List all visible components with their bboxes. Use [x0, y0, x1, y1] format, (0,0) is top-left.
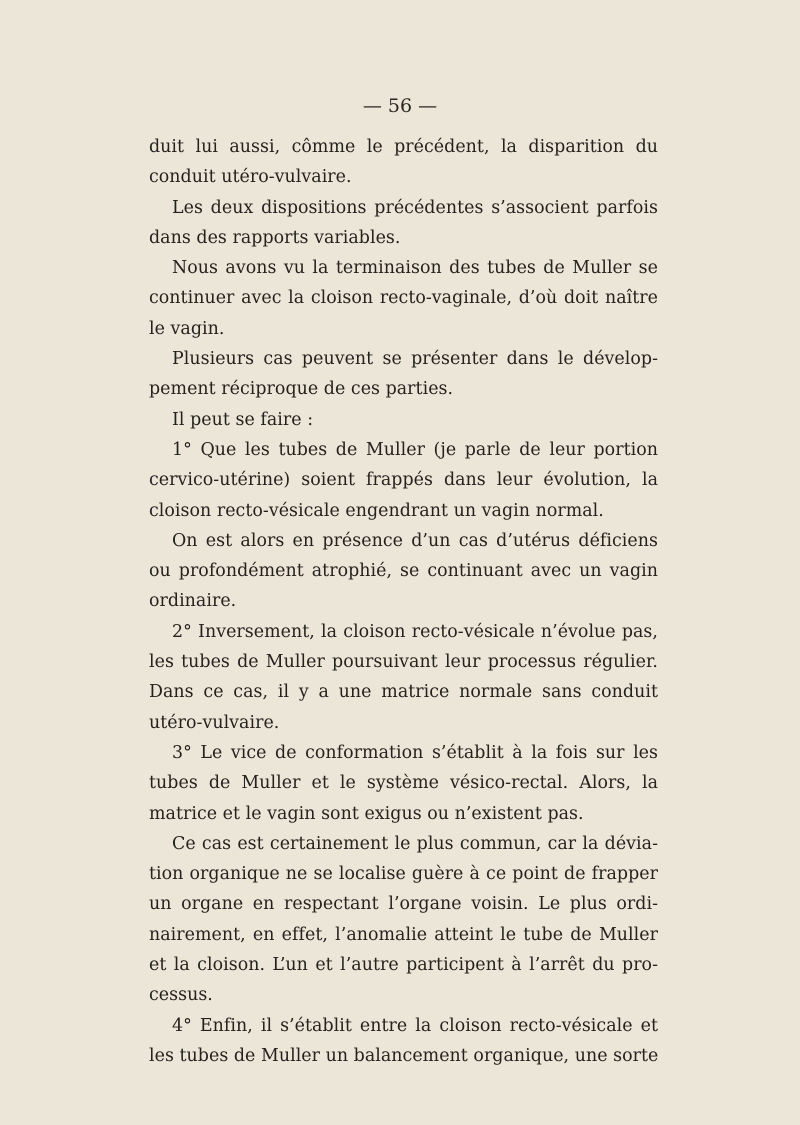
text-line: matrice et le vagin sont exigus ou n’existent pas. [149, 803, 584, 824]
text-line: dans des rapports variables. [149, 227, 401, 248]
text-line: cloison recto-vésicale engendrant un vagin normal. [149, 500, 604, 521]
body-text [149, 132, 658, 1071]
text-line: le vagin. [149, 318, 225, 339]
text-line: Les deux dispositions précédentes s’associent parfois [172, 197, 658, 218]
page-number: — 56 — [362, 95, 438, 117]
text-line: cervico-utérine) soient frappés dans leur évolution, la [149, 470, 658, 491]
text-line: duit lui aussi, cômme le précédent, la disparition du [149, 137, 658, 157]
text-line: 3° Le vice de conformation s’établit à la fois sur les [172, 742, 658, 763]
text-line: 2° Inversement, la cloison recto-vésicale n’évolue pas, [172, 621, 658, 642]
text-line: Ce cas est certainement le plus commun, car la dévia- [172, 833, 658, 854]
text-line: tion organique ne se localise guère à ce point de frapper [149, 864, 658, 885]
text-line: utéro-vulvaire. [149, 712, 280, 733]
text-line: cessus. [149, 985, 213, 1006]
text-line: un organe en respectant l’organe voisin. Le plus ordi- [149, 894, 658, 915]
text-line: les tubes de Muller un balancement organique, une sorte [149, 1045, 659, 1066]
text-line: continuer avec la cloison recto-vaginale, d’où doit naître [149, 288, 658, 309]
text-line: Dans ce cas, il y a une matrice normale sans conduit [149, 682, 658, 703]
text-line: Plusieurs cas peuvent se présenter dans le dévelop- [172, 349, 658, 370]
text-line: nairement, en effet, l’anomalie atteint le tube de Muller [149, 924, 658, 945]
text-line: Nous avons vu la terminaison des tubes de Muller se [172, 258, 658, 279]
text-line: ou profondément atrophié, se continuant avec un vagin [149, 561, 658, 582]
text-line: ordinaire. [149, 591, 237, 612]
text-line: les tubes de Muller poursuivant leur processus régulier. [149, 652, 658, 673]
text-line: 1° Que les tubes de Muller (je parle de leur portion [172, 439, 658, 460]
text-line: et la cloison. L’un et l’autre participent à l’arrêt du pro- [149, 955, 658, 976]
text-line: conduit utéro-vulvaire. [149, 167, 352, 188]
text-line: tubes de Muller et le système vésico-rectal. Alors, la [149, 773, 658, 794]
text-line: Il peut se faire : [172, 409, 314, 430]
text-line: 4° Enfin, il s’établit entre la cloison recto-vésicale et [172, 1015, 658, 1036]
text-line: On est alors en présence d’un cas d’utérus déficiens [172, 530, 658, 551]
text-line: pement réciproque de ces parties. [149, 379, 454, 400]
